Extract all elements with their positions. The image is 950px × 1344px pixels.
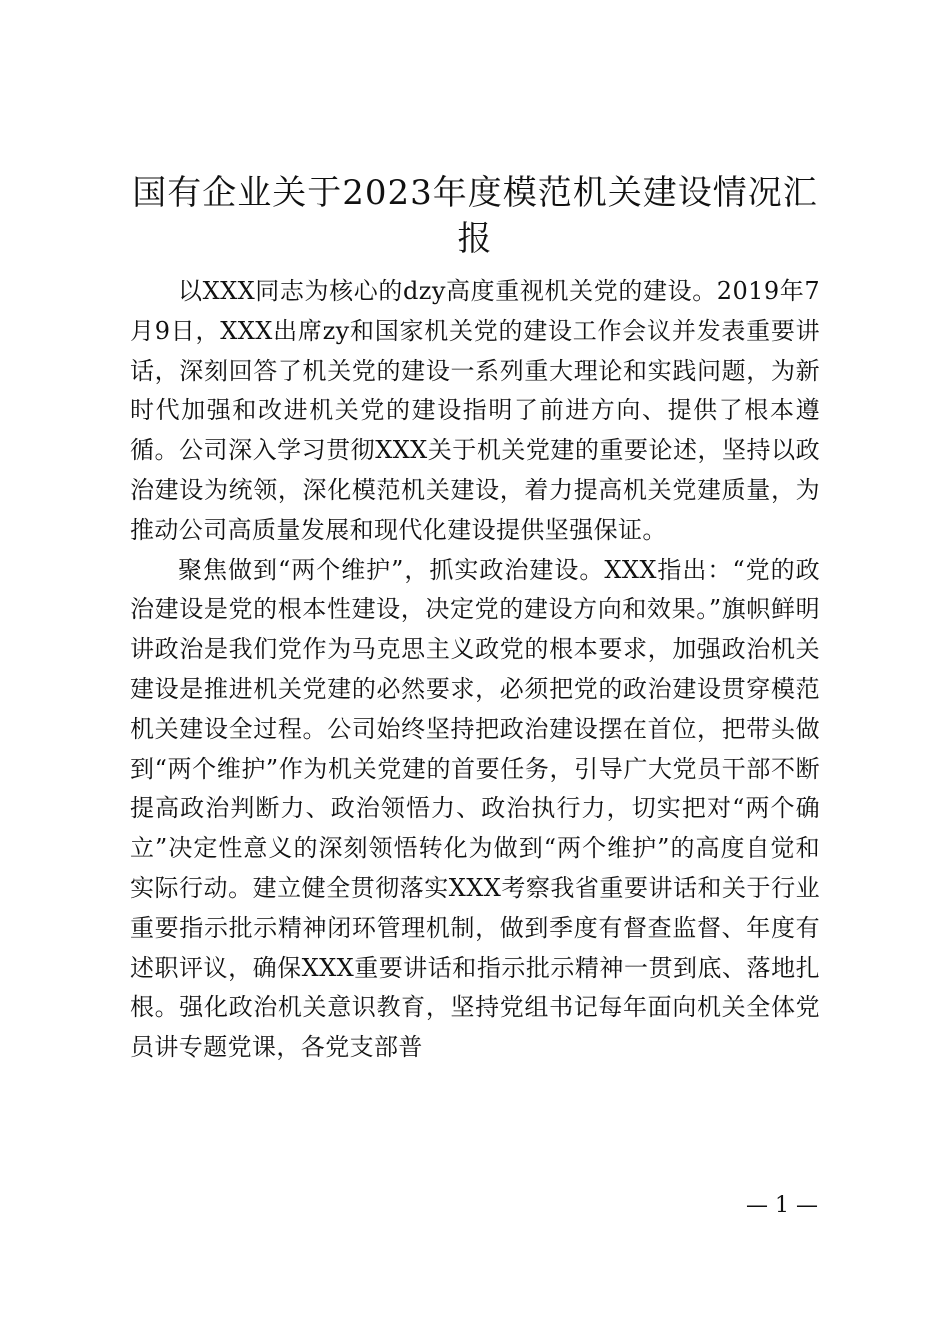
paragraph-political-building: 聚焦做到“两个维护”，抓实政治建设。XXX指出：“党的政治建设是党的根本性建设，决定党的建设方向和效果。”旗帜鲜明讲政治是我们党作为马克思主义政党的根本要求，加强政治机关建设是推进机关党建的必然要求，必须把党的政治建设贯穿模范机关建设全过程。公司始终坚持把政治建设摆在首位，把带头做到“两个维护”作为机关党建的首要任务，引导广大党员干部不断提高政治判断力、政治领悟力、政治执行力，切实把对“两个确立”决定性意义的深刻领悟转化为做到“两个维护”的高度自觉和实际行动。建立健全贯彻落实XXX考察我省重要讲话和关于行业重要指示批示精神闭环管理机制，做到季度有督查监督、年度有述职评议，确保XXX重要讲话和指示批示精神一贯到底、落地扎根。强化政治机关意识教育，坚持党组书记每年面向机关全体党员讲专题党课，各党支部普: [130, 555, 820, 1062]
document-body: [130, 272, 820, 1068]
document-title: 国有企业关于2023年度模范机关建设情况汇报: [132, 173, 818, 259]
paragraph-intro: 以XXX同志为核心的dzy高度重视机关党的建设。2019年7月9日，XXX出席zy和国家机关党的建设工作会议并发表重要讲话，深刻回答了机关党的建设一系列重大理论和实践问题，为新时代加强和改进机关党的建设指明了前进方向、提供了根本遵循。公司深入学习贯彻XXX关于机关党建的重要论述，坚持以政治建设为统领，深化模范机关建设，着力提高机关党建质量，为推动公司高质量发展和现代化建设提供坚强保证。: [130, 277, 820, 544]
page-number: — 1 —: [746, 1193, 818, 1218]
